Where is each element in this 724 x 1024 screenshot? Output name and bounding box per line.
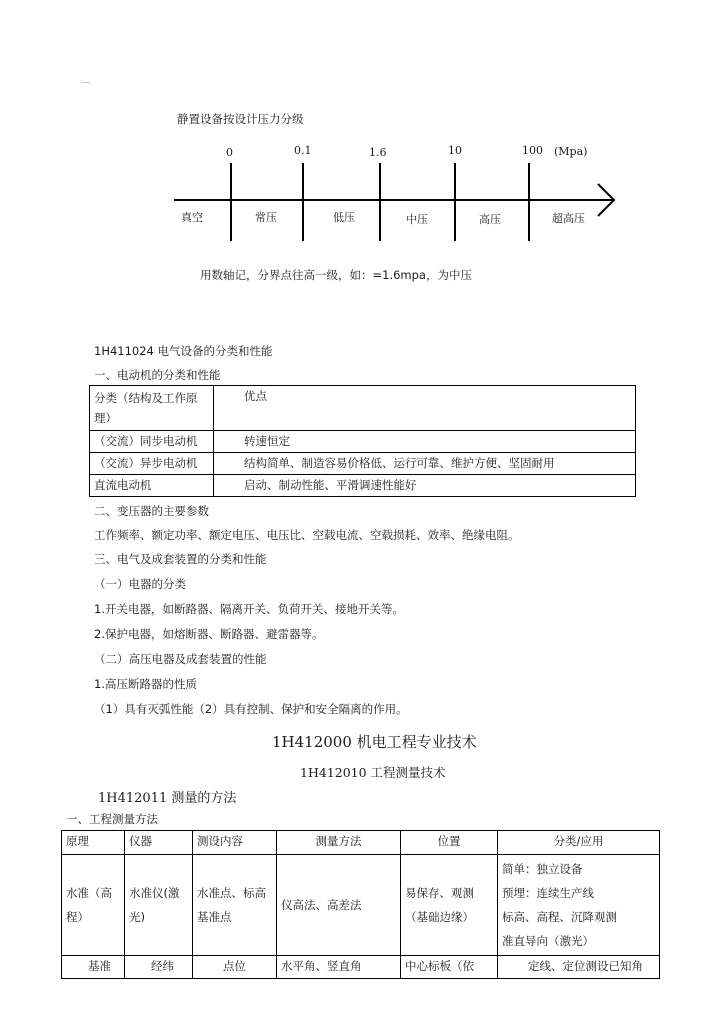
diagram-title: 静置设备按设计压力分级 [177,112,304,126]
table-cell: 水准点、标高基准点 [193,855,277,956]
table-cell: 结构简单、制造容易价格低、运行可靠、维护方便、坚固耐用 [214,453,636,475]
table-cell: 转速恒定 [214,431,636,453]
number-axis [170,160,620,250]
diagram-note: 用数轴记，分界点往高一级，如：=1.6mpa，为中压 [200,268,472,282]
table-cell: 水准（高程） [62,855,125,956]
subsection-heading: 三、电气及成套装置的分类和性能 [94,552,267,566]
scale-unit: (Mpa) [554,145,588,158]
table-cell: 原理 [62,831,125,855]
table-header-row [62,831,660,855]
section-title: 1H412010 工程测量技术 [300,765,446,780]
table-cell: 水平角、竖直角 [277,956,401,979]
scale-value: 0.1 [294,144,312,157]
scale-value: 10 [448,144,462,157]
table-row [90,475,636,497]
subsection-heading: 二、变压器的主要参数 [94,504,209,518]
subsection-heading: 一、工程测量方法 [66,812,158,826]
chapter-title: 1H412000 机电工程专业技术 [272,733,477,751]
scale-value: 0 [226,146,233,159]
list-item: 1.高压断路器的性质 [94,677,197,691]
table-row [90,431,636,453]
table-cell: 分类（结构及工作原理） [90,386,214,431]
table-cell: 优点 [214,386,636,431]
table-cell: 点位 [193,956,277,979]
table-cell: 水准仪(激光) [125,855,193,956]
table-cell: 测设内容 [193,831,277,855]
motor-table [89,385,636,497]
application-line: 简单：独立设备 [502,862,583,876]
table-cell: 中心标板（依 [401,956,498,979]
survey-table [61,830,660,979]
table-cell: 启动、制动性能、平滑调速性能好 [214,475,636,497]
table-cell: 仪器 [125,831,193,855]
scale-value: 1.6 [369,146,387,159]
zone-label: 中压 [406,213,428,226]
table-row [62,855,660,956]
table-cell: （交流）同步电动机 [90,431,214,453]
table-cell: （交流）异步电动机 [90,453,214,475]
list-item: 2.保护电器，如熔断器、断路器、避雷器等。 [94,627,324,641]
zone-label: 高压 [479,213,501,226]
section-heading: 1H411024 电气设备的分类和性能 [94,344,273,358]
table-cell: 直流电动机 [90,475,214,497]
table-cell: 仪高法、高差法 [277,855,401,956]
table-row [90,453,636,475]
page-mark: － [80,76,91,89]
table-row [62,956,660,979]
table-header-row [90,386,636,431]
zone-label: 真空 [181,211,203,224]
application-cell [498,855,660,956]
table-cell: 易保存、观测（基础边缘） [401,855,498,956]
table-cell: 分类/应用 [498,831,660,855]
section-heading: 1H412011 测量的方法 [98,791,237,806]
application-line: 预埋：连续生产线 [502,886,594,900]
application-line: 标高、高程、沉降观测 [502,910,617,924]
subsection-heading: （一）电器的分类 [94,577,186,591]
scale-value: 100 [522,144,543,157]
list-item: 1.开关电器，如断路器、隔离开关、负荷开关、接地开关等。 [94,602,404,616]
table-cell: 经纬 [125,956,193,979]
zone-label: 常压 [255,211,277,224]
subsection-heading: 一、电动机的分类和性能 [94,368,221,382]
table-cell: 位置 [401,831,498,855]
zone-label: 超高压 [552,212,585,225]
paragraph: （1）具有灭弧性能（2）具有控制、保护和安全隔离的作用。 [94,702,408,716]
table-cell: 基准 [62,956,125,979]
zone-label: 低压 [333,211,355,224]
application-line: 准直导向（激光） [502,934,594,948]
paragraph: 工作频率、额定功率、额定电压、电压比、空载电流、空载损耗、效率、绝缘电阻。 [94,528,520,542]
table-cell: 测量方法 [277,831,401,855]
table-cell: 定线、定位测设已知角 [498,956,660,979]
subsection-heading: （二）高压电器及成套装置的性能 [94,652,267,666]
